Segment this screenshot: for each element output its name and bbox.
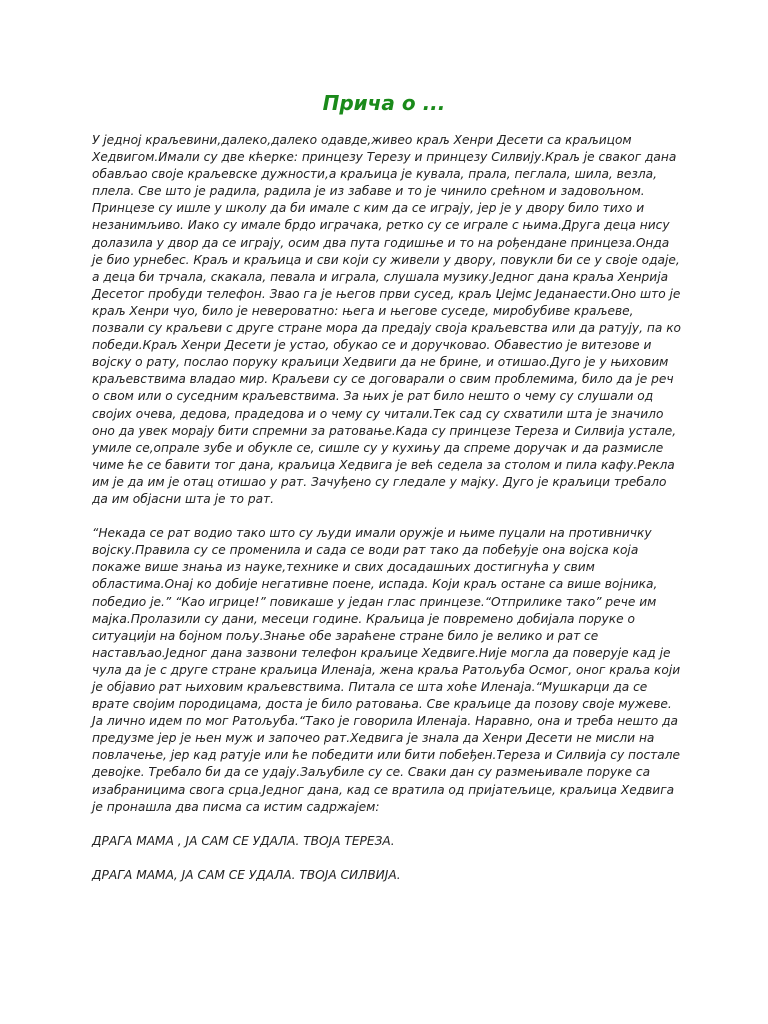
- document-body: [92, 132, 682, 884]
- paragraph-gap: [92, 850, 682, 867]
- letter-silvija: ДРАГА МАМА, ЈА САМ СЕ УДАЛА. ТВОЈА СИЛВИЈА.: [92, 868, 401, 883]
- paragraph-2: “Некада се рат водио тако што су људи имали оружје и њиме пуцали на противничку војску.Правила су се променила и сада се води рат тако да побеђује она војска која покаже више знања из науке,технике и свих досадашњих достигнућа у свим областима.Онај ко добије негативне поене, испада. Који краљ остане са више војника, победио је.” “Као игрице!” повикаше у један глас принцезе.“Отприлике тако” рече им мајка.Пролазили су дани, месеци године. Краљица је повремено добијала поруке о ситуацији на бојном пољу.Знање обе зараћене стране било је велико и рат се настављао.Једног дана зазвони телефон краљице Хедвиге.Није могла да поверује кад је чула да је с друге стране краљица Иленаја, жена краља Ратољуба Осмог, оног краља који је објавио рат њиховим краљевствима. Питала се шта хоће Иленаја.“Мушкарци да се врате својим породицама, доста је било ратовања. Све краљице да позову своје мужеве. Ја лично идем по мог Ратољуба.“Тако је говорила Иленаја. Наравно, она и треба нешто да предузме јер је њен муж и започео рат.Хедвига је знала да Хенри Десети не мисли на повлачење, јер кад ратује или ће победити или бити побеђен.Тереза и Силвија су постале девојке. Требало би да се удају.Заљубиле су се. Сваки дан су размењивале поруке са изабраницима свога срца.Једног дана, кад се вратила од пријатељице, краљица Хедвига је пронашла два писма са истим садржајем:: [92, 526, 681, 814]
- paragraph-1: У једној краљевини,далеко,далеко одавде,живео краљ Хенри Десети са краљицом Хедвигом.Имали су две кћерке: принцезу Терезу и принцезу Силвију.Краљ је сваког дана обављао своје краљевске дужности,а краљица је кувала, прала, пеглала, шила, везла, плела. Све што је радила, радила је из забаве и то је чинило срећном и задовољном. Принцезе су ишле у школу да би имале с ким да се играју, јер је у двору било тихо и незанимљиво. Иако су имале брдо играчака, ретко су се играле с њима.Друга деца нису долазила у двор да се играју, осим два пута годишње и то на рођендане принцеза.Онда је био урнебес. Краљ и краљица и сви који су живели у двору, повукли би се у своје одаје, а деца би трчала, скакала, певала и играла, слушала музику.Једног дана краља Хенрија Десетог пробуди телефон. Звао га је његов први сусед, краљ Џејмс Једанаести.Оно што је краљ Хенри чуо, било је невероватно: њега и његове суседе, миробубиве краљеве, позвали су краљеви с друге стране мора да предају своја краљевства или да ратују, па ко победи.Краљ Хенри Десети је устао, обукао се и доручковао. Обавестио је витезове и војску о рату, послао поруку краљици Хедвиги да не брине, и отишао.Дуго је у њиховим краљевствима владао мир. Краљеви су се договарали о свим проблемима, било да је реч о свом или о суседним краљевствима. За њих је рат било нешто о чему су слушали од својих очева, дедова, прадедова и о чему су читали.Тек сад су схватили шта је значило оно да увек морају бити спремни за ратовање.Када су принцезе Тереза и Силвија устале, умиле се,опрале зубе и обукле се, сишле су у кухињу да спреме доручак и да размисле чиме ће се бавити тог дана, краљица Хедвига је већ седела за столом и пила кафу.Рекла им је да им је отац отишао у рат. Зачуђено су гледале у мајку. Дуго је краљици требало да им објасни шта је то рат.: [92, 133, 682, 506]
- page-title: Прича о ...: [322, 91, 446, 115]
- letter-tereza: ДРАГА МАМА , ЈА САМ СЕ УДАЛА. ТВОЈА ТЕРЕЗА.: [92, 833, 395, 848]
- paragraph-gap: [92, 508, 682, 525]
- paragraph-gap: [92, 816, 682, 833]
